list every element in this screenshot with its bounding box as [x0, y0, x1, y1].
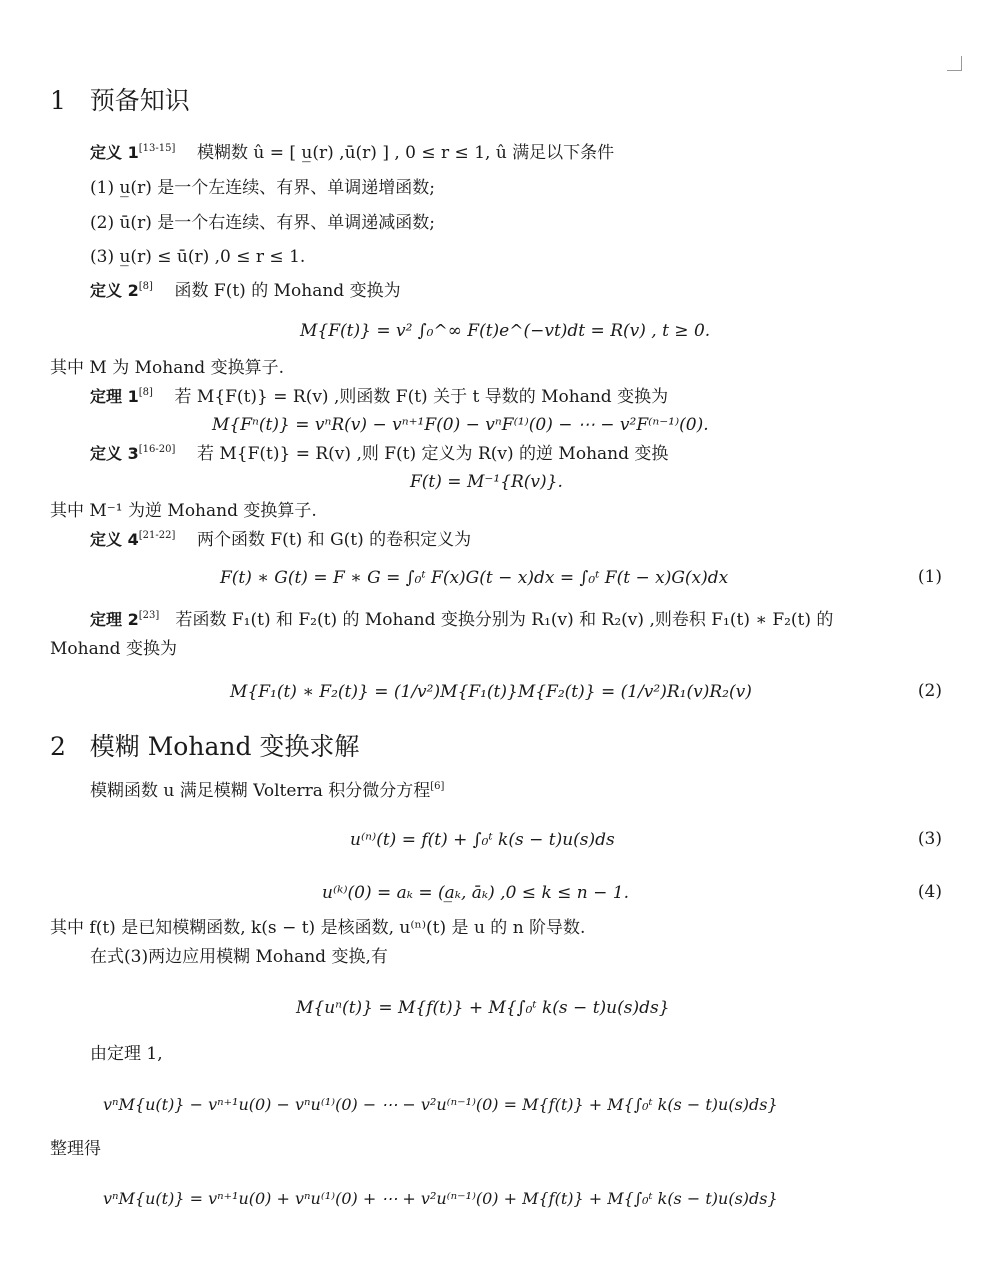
- formula-mohand-transform: M{F(t)} = v² ∫₀^∞ F(t)e^(−vt)dt = R(v) , t ≥ 0.: [300, 321, 711, 341]
- equation-number: (2): [917, 681, 942, 701]
- intro-paragraph: [90, 780, 444, 802]
- citation: [8]: [138, 387, 153, 398]
- formula-convolution-theorem: M{F₁(t) ∗ F₂(t)} = (1/v²)M{F₁(t)}M{F₂(t)} = (1/v²)R₁(v)R₂(v): [230, 682, 752, 702]
- section-number: 1: [50, 86, 66, 115]
- theorem-text: 若 M{F(t)} = R(v) ,则函数 F(t) 关于 t 导数的 Mohand 变换为: [174, 387, 669, 407]
- section-number: 2: [50, 732, 66, 761]
- equation-number: (1): [917, 567, 942, 587]
- formula-inverse-transform: F(t) = M⁻¹{R(v)}.: [410, 472, 563, 492]
- citation: [6]: [430, 781, 445, 792]
- section-1-heading: [50, 86, 190, 116]
- equation-3: u⁽ⁿ⁾(t) = f(t) + ∫₀ᵗ k(s − t)u(s)ds: [350, 830, 615, 850]
- theorem-text: 若函数 F₁(t) 和 F₂(t) 的 Mohand 变换分别为 R₁(v) 和 R₂(v) ,则卷积 F₁(t) ∗ F₂(t) 的: [175, 610, 834, 630]
- explanation-text: 在式(3)两边应用模糊 Mohand 变换,有: [90, 947, 388, 967]
- theorem-label: 定理 1: [90, 387, 139, 406]
- explanation-text: 整理得: [50, 1139, 101, 1159]
- definition-label: 定义 4: [90, 530, 139, 549]
- equation-expanded: vⁿM{u(t)} − vⁿ⁺¹u(0) − vⁿu⁽¹⁾(0) − ⋯ − v²u⁽ⁿ⁻¹⁾(0) = M{f(t)} + M{∫₀ᵗ k(s − t)u(s)ds}: [103, 1095, 778, 1114]
- definition-text: 两个函数 F(t) 和 G(t) 的卷积定义为: [196, 530, 472, 550]
- equation-rearranged: vⁿM{u(t)} = vⁿ⁺¹u(0) + vⁿu⁽¹⁾(0) + ⋯ + v²u⁽ⁿ⁻¹⁾(0) + M{f(t)} + M{∫₀ᵗ k(s − t)u(s)ds}: [103, 1189, 778, 1208]
- explanation-text: 其中 f(t) 是已知模糊函数, k(s − t) 是核函数, u⁽ⁿ⁾(t) 是 u 的 n 阶导数.: [50, 918, 586, 938]
- section-title: 预备知识: [89, 86, 190, 115]
- citation: [8]: [138, 281, 153, 292]
- citation: [13-15]: [138, 143, 176, 154]
- intro-text: 模糊函数 u 满足模糊 Volterra 积分微分方程: [90, 781, 431, 801]
- definition-text: 函数 F(t) 的 Mohand 变换为: [174, 281, 401, 301]
- theorem-label: 定理 2: [90, 610, 139, 629]
- definition-3: [90, 443, 668, 465]
- definition-text: 模糊数 û = [ u̲(r) ,ū(r) ] , 0 ≤ r ≤ 1, û 满足以下条件: [196, 143, 615, 163]
- theorem-1: [90, 386, 668, 408]
- formula-convolution: F(t) ∗ G(t) = F ∗ G = ∫₀ᵗ F(x)G(t − x)dx = ∫₀ᵗ F(t − x)G(x)dx: [220, 568, 729, 588]
- definition-label: 定义 1: [90, 143, 139, 162]
- condition-item: (2) ū(r) 是一个右连续、有界、单调递减函数;: [90, 213, 435, 233]
- definition-label: 定义 3: [90, 444, 139, 463]
- condition-item: (3) u̲(r) ≤ ū(r) ,0 ≤ r ≤ 1.: [90, 247, 306, 267]
- citation: [23]: [138, 610, 160, 621]
- equation-number: (4): [917, 882, 942, 902]
- note-text: 其中 M 为 Mohand 变换算子.: [50, 358, 284, 378]
- equation-4: u⁽ᵏ⁾(0) = aₖ = (a̲ₖ, āₖ) ,0 ≤ k ≤ n − 1.: [322, 883, 630, 903]
- section-2-heading: [50, 732, 359, 762]
- equation-number: (3): [917, 829, 942, 849]
- explanation-text: 由定理 1,: [90, 1044, 163, 1064]
- equation-transformed: M{uⁿ(t)} = M{f(t)} + M{∫₀ᵗ k(s − t)u(s)ds}: [296, 998, 670, 1018]
- definition-label: 定义 2: [90, 281, 139, 300]
- definition-2: [90, 280, 401, 302]
- section-title: 模糊 Mohand 变换求解: [89, 732, 360, 761]
- note-text: 其中 M⁻¹ 为逆 Mohand 变换算子.: [50, 501, 317, 521]
- theorem-text-continued: Mohand 变换为: [50, 639, 177, 659]
- definition-1: [90, 142, 614, 164]
- citation: [21-22]: [138, 530, 176, 541]
- citation: [16-20]: [138, 444, 176, 455]
- theorem-2: [90, 609, 833, 631]
- formula-derivative-transform: M{Fⁿ(t)} = vⁿR(v) − vⁿ⁺¹F(0) − vⁿF⁽¹⁾(0) − ⋯ − v²F⁽ⁿ⁻¹⁾(0).: [212, 415, 709, 435]
- crop-mark: [947, 56, 962, 71]
- definition-text: 若 M{F(t)} = R(v) ,则 F(t) 定义为 R(v) 的逆 Mohand 变换: [196, 444, 669, 464]
- condition-item: (1) u̲(r) 是一个左连续、有界、单调递增函数;: [90, 178, 435, 198]
- definition-4: [90, 529, 471, 551]
